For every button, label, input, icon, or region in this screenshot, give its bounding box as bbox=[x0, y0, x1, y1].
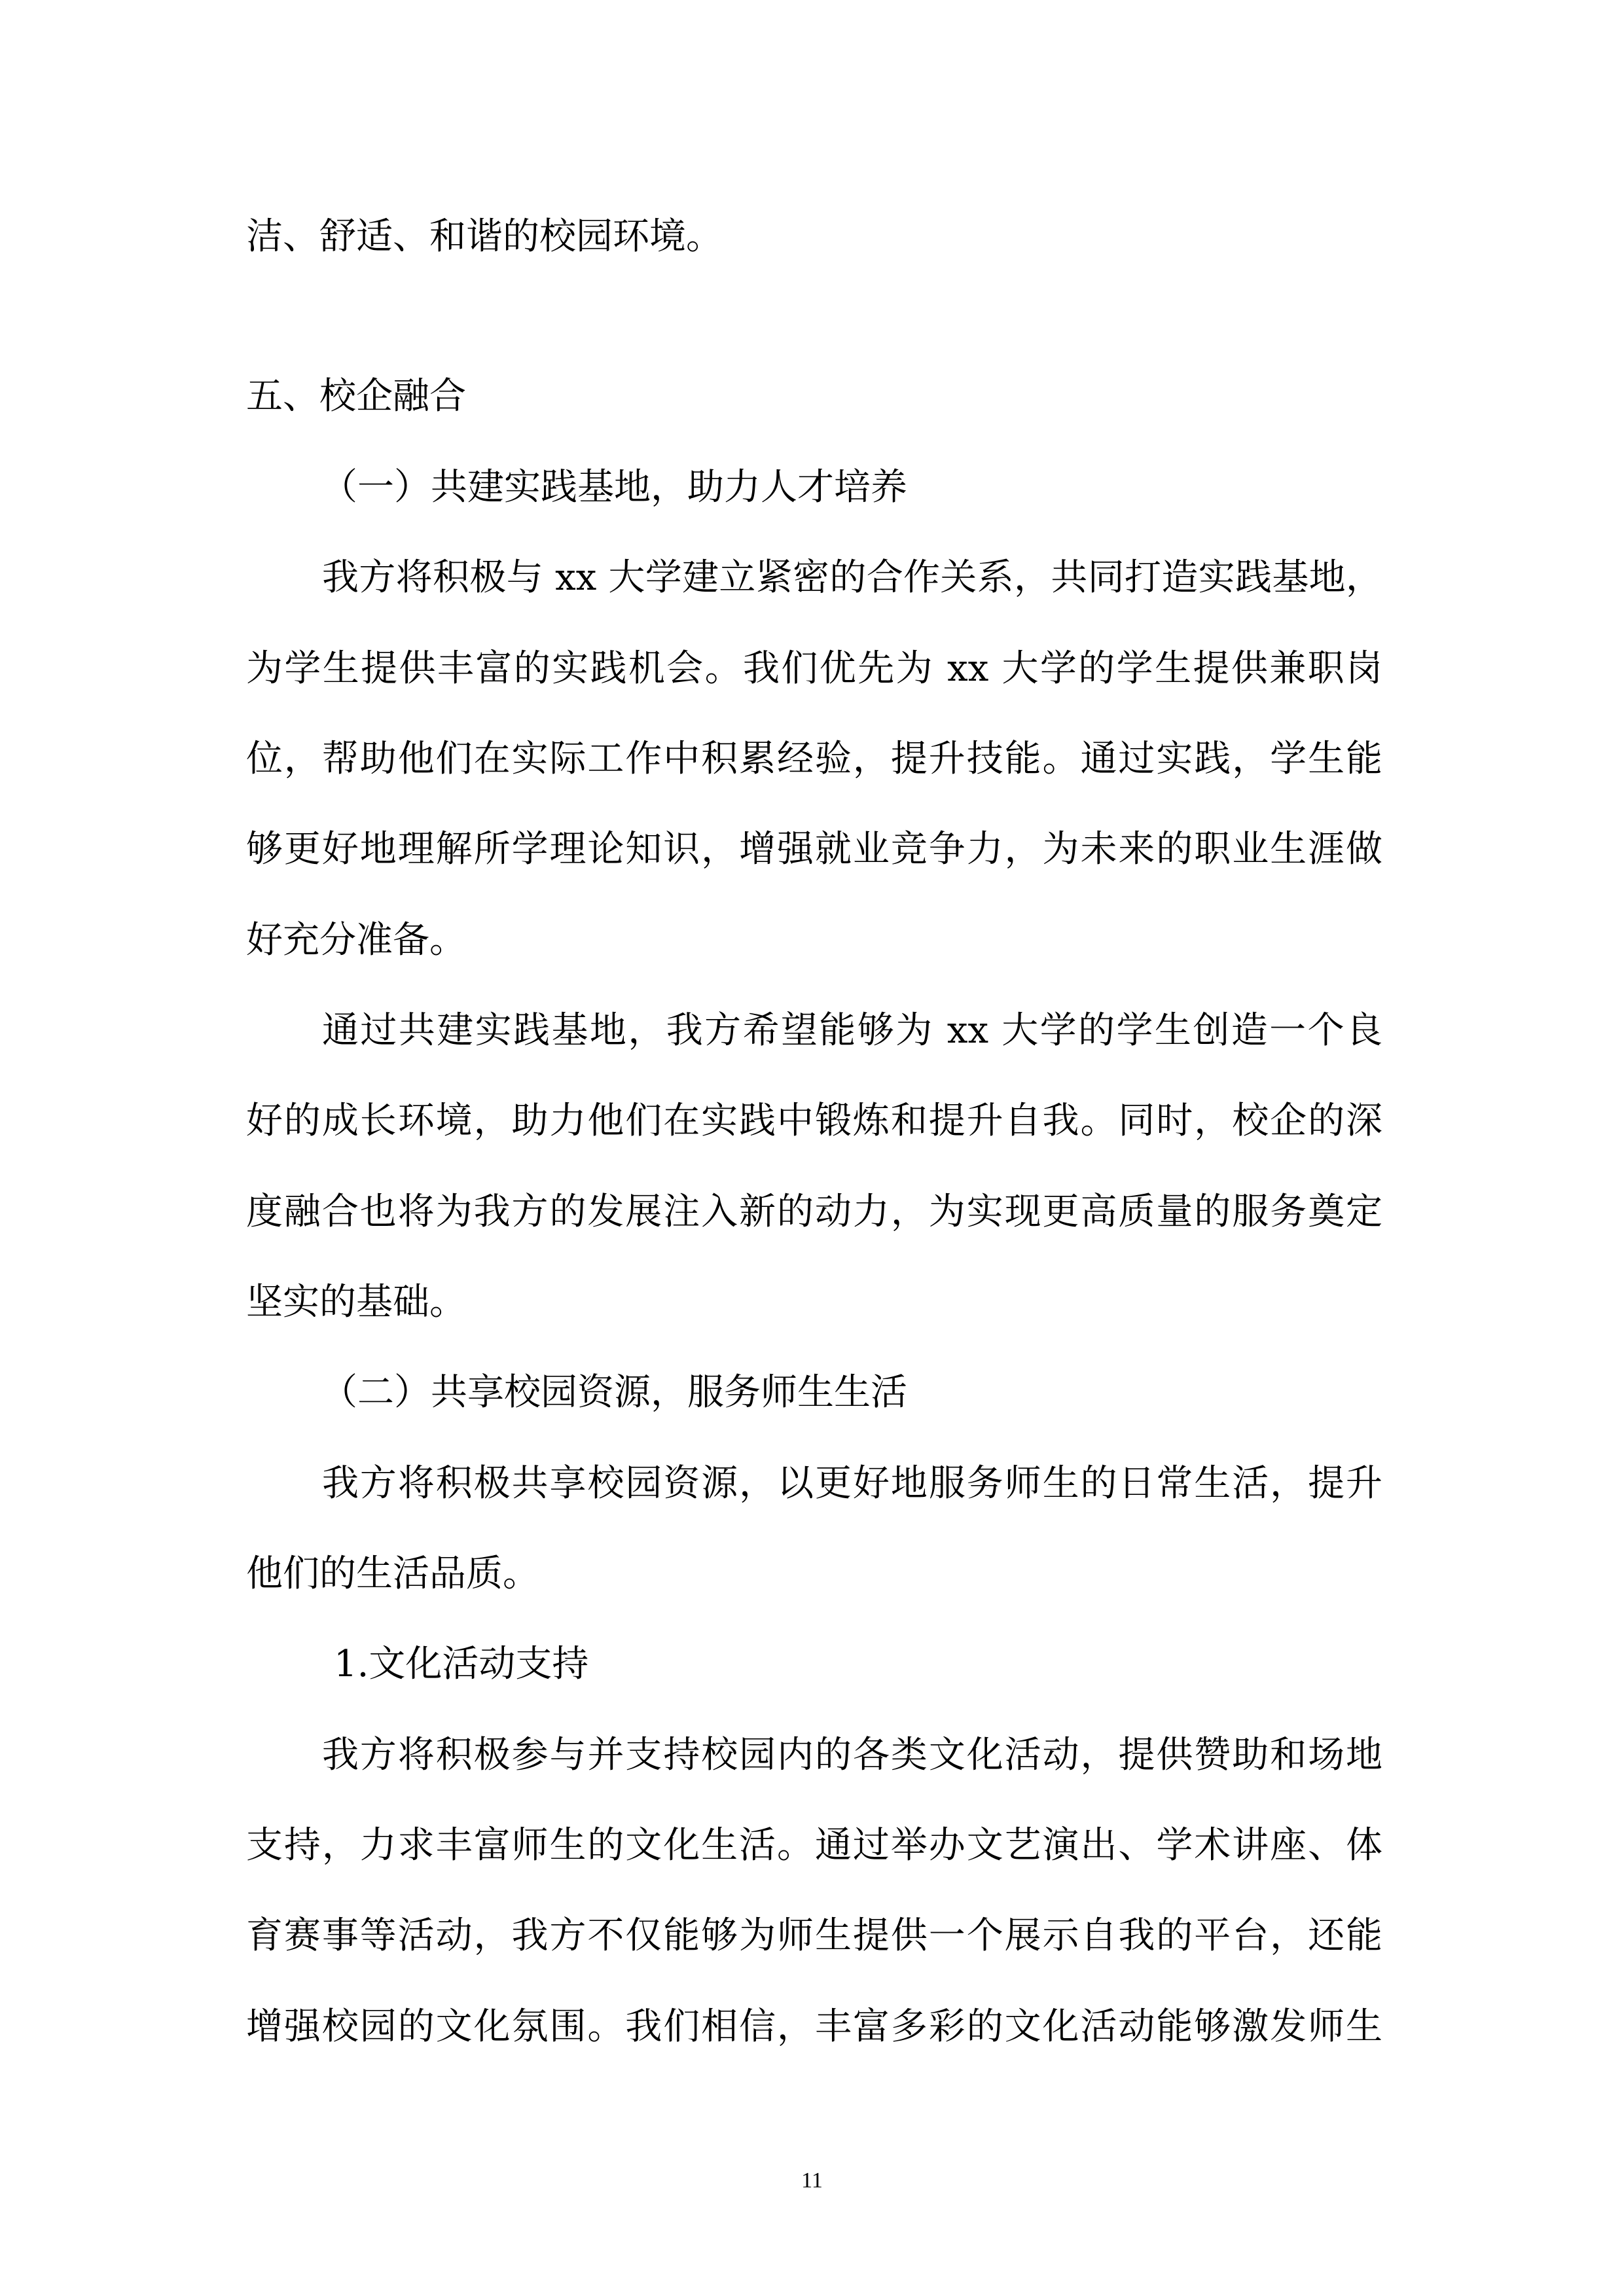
paragraph-line: 增强校园的文化氛围。我们相信，丰富多彩的文化活动能够激发师生 bbox=[246, 2005, 1382, 2048]
paragraph-line: 他们的生活品质。 bbox=[246, 1552, 539, 1595]
paragraph-line: 好充分准备。 bbox=[246, 919, 466, 961]
paragraph-line: 我方将积极参与并支持校园内的各类文化活动，提供赞助和场地 bbox=[322, 1734, 1382, 1776]
paragraph-line: 度融合也将为我方的发展注入新的动力，为实现更高质量的服务奠定 bbox=[246, 1191, 1382, 1233]
paragraph-line: 位，帮助他们在实际工作中积累经验，提升技能。通过实践，学生能 bbox=[246, 738, 1382, 780]
paragraph-line: 支持，力求丰富师生的文化生活。通过举办文艺演出、学术讲座、体 bbox=[246, 1824, 1382, 1867]
paragraph-line: 育赛事等活动，我方不仅能够为师生提供一个展示自我的平台，还能 bbox=[246, 1914, 1382, 1957]
paragraph-line: 为学生提供丰富的实践机会。我们优先为 xx 大学的学生提供兼职岗 bbox=[246, 647, 1382, 690]
paragraph-line: 我方将积极与 xx 大学建立紧密的合作关系，共同打造实践基地， bbox=[322, 556, 1382, 599]
subsection-heading: （一）共建实践基地，助力人才培养 bbox=[321, 466, 907, 509]
paragraph-line: 我方将积极共享校园资源，以更好地服务师生的日常生活，提升 bbox=[322, 1462, 1382, 1505]
item-heading: 1.文化活动支持 bbox=[334, 1643, 589, 1685]
paragraph-line: 够更好地理解所学理论知识，增强就业竞争力，为未来的职业生涯做 bbox=[246, 828, 1382, 870]
section-heading: 五、校企融合 bbox=[246, 375, 466, 418]
subsection-heading: （二）共享校园资源，服务师生生活 bbox=[321, 1371, 907, 1414]
paragraph-line: 通过共建实践基地，我方希望能够为 xx 大学的学生创造一个良 bbox=[322, 1009, 1382, 1052]
paragraph-line: 好的成长环境，助力他们在实践中锻炼和提升自我。同时，校企的深 bbox=[246, 1100, 1382, 1142]
paragraph-line: 坚实的基础。 bbox=[246, 1281, 466, 1323]
paragraph-end-line: 洁、舒适、和谐的校园环境。 bbox=[246, 215, 723, 258]
page-number: 11 bbox=[801, 2168, 823, 2193]
